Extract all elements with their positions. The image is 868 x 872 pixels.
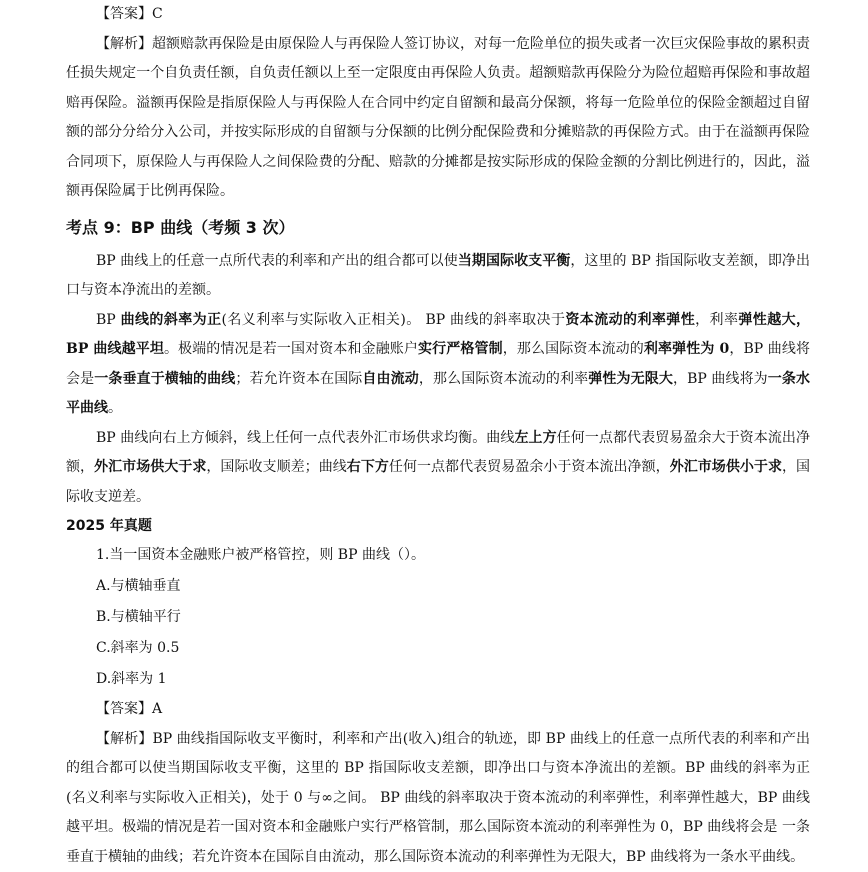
option-a: A.与横轴垂直 xyxy=(66,571,810,602)
option-c: C.斜率为 0.5 xyxy=(66,633,810,664)
section-title: 考点 9：BP 曲线（考频 3 次） xyxy=(66,213,810,243)
bp-paragraph-1: BP 曲线上的任意一点所代表的利率和产出的组合都可以使当期国际收支平衡，这里的 BP 指国际收支差额，即净出口与资本净流出的差额。 xyxy=(66,247,810,306)
analysis-bp-curve: 【解析】BP 曲线指国际收支平衡时，利率和产出(收入)组合的轨迹，即 BP 曲线上的任意一点所代表的利率和产出的组合都可以使当期国际收支平衡，这里的 BP 指国际收支差额，即净出口与资本净流出的差额。BP 曲线的斜率为正(名义利率与实际收入正相关)，处于 0 与∞之间。 BP 曲线的斜率取决于资本流动的利率弹性，利率弹性越大，BP 曲线越平坦。极端的情况是若一国对资本和金融账户实行严格管制，那么国际资本流动的利率弹性为 0，BP 曲线将会是 一条垂直于横轴的曲线；若允许资本在国际自由流动，那么国际资本流动的利率弹性为无限大，BP 曲线将为一条水平曲线。 xyxy=(66,725,810,872)
bp-paragraph-2: BP 曲线的斜率为正(名义利率与实际收入正相关)。 BP 曲线的斜率取决于资本流动的利率弹性，利率弹性越大，BP 曲线越平坦。极端的情况是若一国对资本和金融账户实行严格管制，那么国际资本流动的利率弹性为 0，BP 曲线将会是一条垂直于横轴的曲线；若允许资本在国际自由流动，那么国际资本流动的利率弹性为无限大，BP 曲线将为一条水平曲线。 xyxy=(66,306,810,424)
analysis-reinsurance: 【解析】超额赔款再保险是由原保险人与再保险人签订协议，对每一危险单位的损失或者一次巨灾保险事故的累积责任损失规定一个自负责任额，自负责任额以上至一定限度由再保险人负责。超额赔款再保险分为险位超赔再保险和事故超赔再保险。溢额再保险是指原保险人与再保险人在合同中约定自留额和最高分保额，将每一危险单位的保险金额超过自留额的部分分给分入公司，并按实际形成的自留额与分保额的比例分配保险费和分摊赔款的再保险方式。由于在溢额再保险合同项下，原保险人与再保险人之间保险费的分配、赔款的分摊都是按实际形成的保险金额的分割比例进行的，因此，溢额再保险属于比例再保险。 xyxy=(66,30,810,207)
answer-c-label: 【答案】C xyxy=(66,0,810,30)
bp-paragraph-3: BP 曲线向右上方倾斜，线上任何一点代表外汇市场供求均衡。曲线左上方任何一点都代表贸易盈余大于资本流出净额，外汇市场供大于求，国际收支顺差；曲线右下方任何一点都代表贸易盈余小于资本流出净额，外汇市场供小于求，国际收支逆差。 xyxy=(66,424,810,513)
answer-a-label: 【答案】A xyxy=(66,695,810,725)
exam-year-label: 2025 年真题 xyxy=(66,512,810,540)
exam-question: 1.当一国资本金融账户被严格管控，则 BP 曲线（）。 xyxy=(66,540,810,571)
option-b: B.与横轴平行 xyxy=(66,602,810,633)
option-d: D.斜率为 1 xyxy=(66,664,810,695)
